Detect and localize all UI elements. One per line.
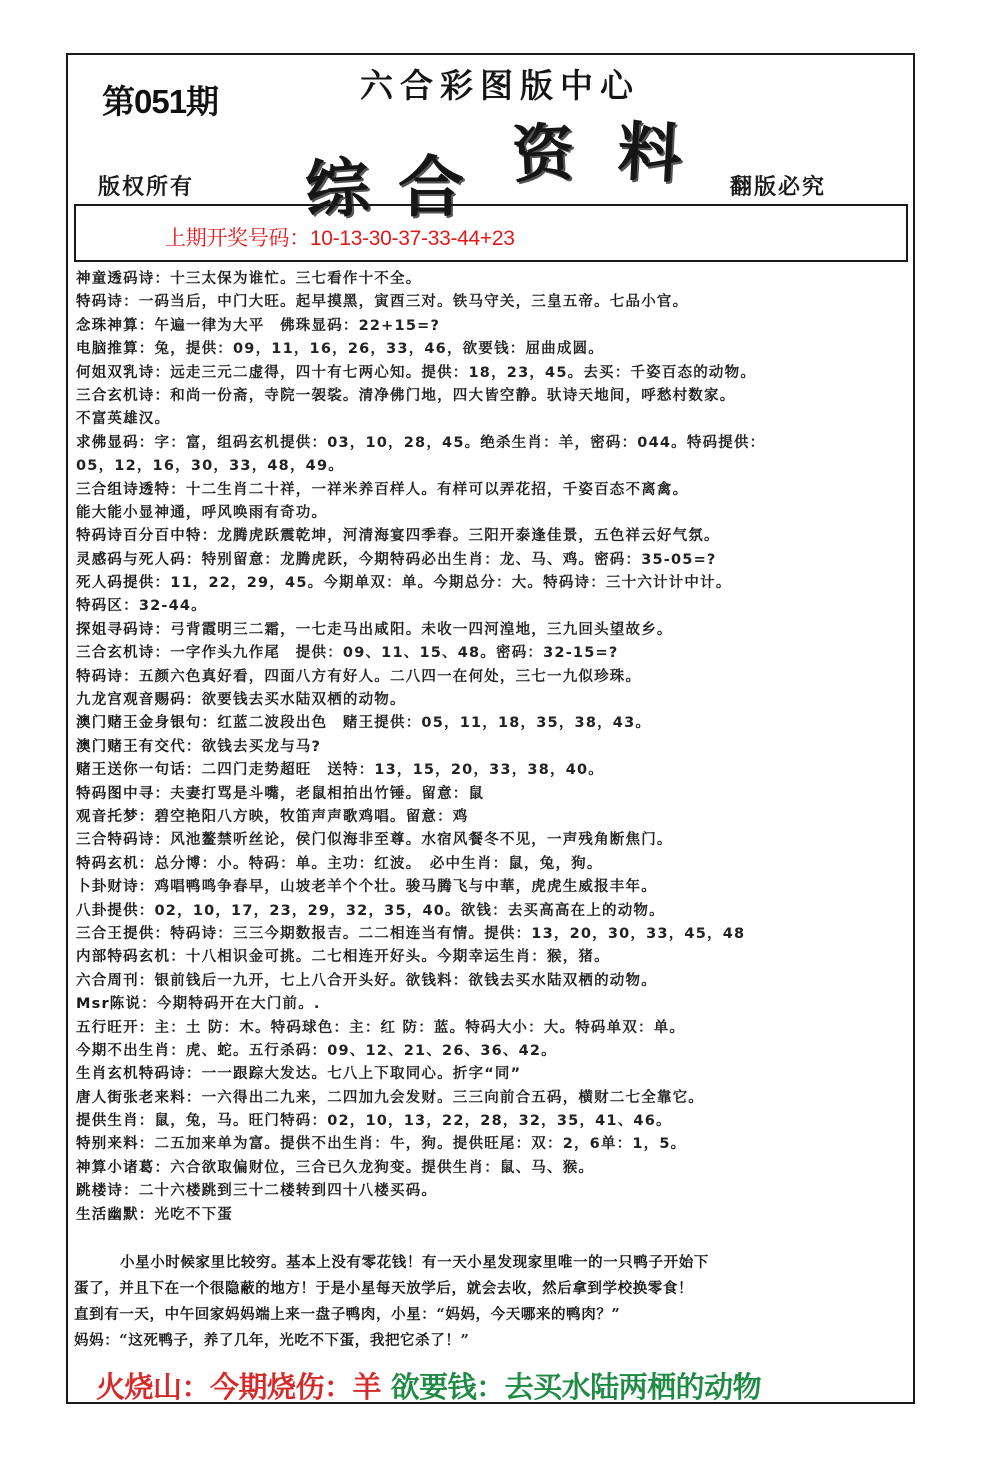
info-line bbox=[76, 1133, 911, 1156]
line-label: 三合玄机诗： bbox=[76, 387, 171, 404]
line-value: 总分博：小。特码：单。主功：红波。 必中生肖：鼠，兔，狗。 bbox=[154, 855, 603, 872]
story-paragraph-line: 小星小时候家里比较穷。基本上没有零花钱！有一天小星发现家里唯一的一只鸭子开始下 bbox=[120, 1254, 709, 1271]
line-value: 特码诗：三三今期数报吉。二二相连当有情。提供：13，20，30，33，45，48 bbox=[170, 925, 746, 942]
line-label: 三合玄机诗： bbox=[76, 645, 171, 662]
last-draw-numbers: 上期开奖号码：10-13-30-37-33-44+23 bbox=[165, 227, 515, 250]
line-label: 探姐寻码诗： bbox=[76, 621, 171, 638]
info-line bbox=[76, 900, 911, 923]
line-value: 风池鳌禁听丝论，侯门似海非至尊。水宿风餐冬不见，一声残角断焦门。 bbox=[170, 832, 673, 849]
line-value: 能大能小显神通，呼风唤雨有奇功。 bbox=[76, 504, 328, 521]
info-line bbox=[76, 853, 911, 876]
info-line bbox=[76, 455, 911, 478]
info-line bbox=[76, 642, 911, 665]
info-line bbox=[76, 1063, 911, 1086]
line-label: 九龙宫观音赐码： bbox=[76, 692, 202, 709]
info-lines bbox=[76, 268, 911, 1227]
line-value: 十三太保为谁忙。三七看作十不全。 bbox=[170, 271, 422, 287]
info-line bbox=[76, 1087, 911, 1110]
line-value: 32-44。 bbox=[138, 598, 207, 615]
line-label: 内部特码玄机： bbox=[76, 949, 186, 966]
line-value: 二四门走势超旺 送特：13，15，20，33，38，40。 bbox=[201, 762, 604, 779]
line-label: 电脑推算： bbox=[76, 341, 155, 358]
line-label: 生活幽默： bbox=[76, 1206, 155, 1223]
info-line bbox=[76, 619, 911, 642]
main-title-char: 合 bbox=[398, 148, 464, 226]
line-value: 光吃不下蛋 bbox=[154, 1206, 233, 1223]
line-label: 特码图中寻： bbox=[76, 785, 171, 802]
line-value: 十八相识金可挑。二七相连开好头。今期幸运生肖：猴，猪。 bbox=[185, 949, 610, 966]
line-value: 红蓝二波段出色 赌王提供：05，11，18，35，38，43。 bbox=[217, 715, 652, 732]
line-value: 二五加来单为富。提供不出生肖：牛，狗。提供旺尾：双：2，6单：1，5。 bbox=[154, 1136, 687, 1153]
line-value: 弓背霞明三二霜，一七走马出咸阳。未收一四河湟地，三九回头望故乡。 bbox=[170, 621, 673, 638]
info-line bbox=[76, 829, 911, 852]
info-line bbox=[76, 759, 911, 782]
line-label: 观音托梦： bbox=[76, 808, 155, 825]
line-value: 欲要钱去买水陆双栖的动物。 bbox=[201, 692, 406, 709]
main-title-char: 资 bbox=[510, 115, 577, 192]
line-label: 念珠神算： bbox=[76, 317, 155, 334]
line-label: 卜卦财诗： bbox=[76, 879, 155, 896]
line-label: 跳楼诗： bbox=[76, 1183, 139, 1200]
piracy-notice: 翻版必究 bbox=[730, 174, 827, 200]
line-label: 特码诗百分百中特： bbox=[76, 528, 218, 545]
info-line bbox=[76, 1017, 911, 1040]
line-value: 十二生肖二十祥，一祥米养百样人。有样可以弄花招，千姿百态不离禽。 bbox=[185, 481, 689, 498]
info-line bbox=[76, 736, 911, 759]
info-line bbox=[76, 783, 911, 806]
story-paragraph-line: 直到有一天，中午回家妈妈端上来一盘子鸭肉，小星：“妈妈，今天哪来的鸭肉？” bbox=[74, 1306, 621, 1323]
info-line bbox=[76, 993, 911, 1016]
info-line bbox=[76, 338, 911, 361]
line-value: 远走三元二虚得，四十有七两心知。提供：18，23，45。去买：千姿百态的动物。 bbox=[170, 364, 757, 381]
story-paragraph-line: 蛋了，并且下在一个很隐蔽的地方！于是小星每天放学后，就会去收，然后拿到学校换零食！ bbox=[74, 1280, 694, 1297]
line-value: 一码当后，中门大旺。起早摸黑，寅酉三对。铁马守关，三皇五帝。七品小官。 bbox=[138, 294, 689, 311]
line-value: 龙腾虎跃震乾坤，河清海宴四季春。三阳开泰逢佳景，五色祥云好气氛。 bbox=[217, 528, 720, 545]
info-line bbox=[76, 970, 911, 993]
info-line bbox=[76, 385, 911, 408]
banner-green-text: 欲要钱：去买水陆两栖的动物 bbox=[390, 1370, 762, 1404]
line-label: 五行旺开： bbox=[76, 1019, 155, 1036]
info-line bbox=[76, 1110, 911, 1133]
line-value: 虎、蛇。五行杀码：09、12、21、26、36、42。 bbox=[185, 1042, 557, 1059]
line-label: 提供生肖： bbox=[76, 1113, 155, 1130]
info-line bbox=[76, 1180, 911, 1203]
humor-story bbox=[74, 1250, 904, 1354]
info-line bbox=[76, 1204, 911, 1227]
line-label: 特码玄机： bbox=[76, 855, 155, 872]
line-label: 八卦提供： bbox=[76, 902, 155, 919]
line-label: 澳门赌王有交代： bbox=[76, 738, 202, 755]
line-value: 鼠，兔，马。旺门特码：02，10，13，22，28，32，35，41、46。 bbox=[154, 1113, 672, 1130]
main-title-char: 综 bbox=[302, 149, 372, 230]
info-line bbox=[76, 549, 911, 572]
line-label: 三合组诗透特： bbox=[76, 481, 186, 498]
line-label: 三合王提供： bbox=[76, 925, 171, 942]
line-value: 主：土 防：木。特码球色：主：红 防：蓝。特码大小：大。特码单双：单。 bbox=[154, 1019, 686, 1036]
line-label: 神算小诸葛： bbox=[76, 1159, 171, 1176]
issue-number: 第051期 bbox=[102, 83, 219, 120]
info-line bbox=[76, 806, 911, 829]
publisher-title: 六合彩图版中心 bbox=[360, 66, 640, 105]
info-line bbox=[76, 572, 911, 595]
line-value: 一字作头九作尾 提供：09、11、15、48。密码：32-15=? bbox=[170, 645, 619, 662]
copyright-notice: 版权所有 bbox=[98, 174, 195, 200]
line-label: 特码诗： bbox=[76, 294, 139, 311]
info-line bbox=[76, 315, 911, 338]
info-line bbox=[76, 268, 911, 291]
line-label: Msr陈说： bbox=[76, 996, 157, 1013]
info-line bbox=[76, 923, 911, 946]
line-label: 生肖玄机特码诗： bbox=[76, 1066, 202, 1083]
line-label: 求佛显码： bbox=[76, 434, 155, 451]
info-line bbox=[76, 1040, 911, 1063]
line-value: 鸡唱鸭鸣争春早，山坡老羊个个壮。骏马腾飞与中華，虎虎生威报丰年。 bbox=[154, 879, 657, 896]
info-line bbox=[76, 291, 911, 314]
line-label: 六合周刊： bbox=[76, 972, 155, 989]
info-line bbox=[76, 712, 911, 735]
info-line bbox=[76, 432, 911, 455]
line-value: 字：富，组码玄机提供：03，10，28，45。绝杀生肖：羊，密码：044。特码提供： bbox=[154, 434, 766, 451]
info-line bbox=[76, 666, 911, 689]
line-value: 02，10，17，23，29，32，35，40。欲钱：去买高高在上的动物。 bbox=[154, 902, 665, 919]
line-label: 特码诗： bbox=[76, 668, 139, 685]
line-value: 午遍一律为大平 佛珠显码：22+15=? bbox=[154, 317, 441, 334]
info-line bbox=[76, 362, 911, 385]
line-label: 唐人街张老来料： bbox=[76, 1089, 202, 1106]
line-value: 银前钱后一九开，七上八合开头好。欲钱料：欲钱去买水陆双栖的动物。 bbox=[154, 972, 657, 989]
info-line bbox=[76, 1157, 911, 1180]
banner-red-text: 火烧山：今期烧伤：羊 bbox=[96, 1370, 382, 1404]
line-value: 二十六楼跳到三十二楼转到四十八楼买码。 bbox=[138, 1183, 438, 1200]
line-label: 赌王送你一句话： bbox=[76, 762, 202, 779]
line-label: 三合特码诗： bbox=[76, 832, 171, 849]
info-line bbox=[76, 502, 911, 525]
bottom-banner bbox=[96, 1365, 761, 1406]
line-value: 欲钱去买龙与马? bbox=[201, 738, 322, 755]
line-value: 05，12，16，30，33，48，49。 bbox=[76, 458, 344, 475]
line-value: 五颜六色真好看，四面八方有好人。二八四一在何处，三七一九似珍珠。 bbox=[138, 668, 642, 685]
line-value: 六合欲取偏财位，三合已久龙狗变。提供生肖：鼠、马、猴。 bbox=[170, 1159, 595, 1176]
line-label: 特码区： bbox=[76, 598, 139, 615]
line-label: 今期不出生肖： bbox=[76, 1042, 186, 1059]
line-label: 神童透码诗： bbox=[76, 271, 171, 287]
line-label: 灵感码与死人码： bbox=[76, 551, 202, 568]
line-value: 不富英雄汉。 bbox=[76, 411, 171, 428]
line-value: 和尚一份斋，寺院一袈裟。清净佛门地，四大皆空静。驮诗天地间，呼愁村数家。 bbox=[170, 387, 736, 404]
info-line bbox=[76, 408, 911, 431]
line-label: 澳门赌王金身银句： bbox=[76, 715, 218, 732]
story-paragraph-line: 妈妈：“这死鸭子，养了几年，光吃不下蛋，我把它杀了！” bbox=[74, 1332, 470, 1349]
line-value: 夫妻打骂是斗嘴，老鼠相拍出竹锤。留意：鼠 bbox=[170, 785, 485, 802]
main-title-char: 料 bbox=[615, 114, 684, 193]
line-label: 特别来料： bbox=[76, 1136, 155, 1153]
line-label: 死人码提供： bbox=[76, 575, 171, 592]
line-value: 今期特码开在大门前。. bbox=[156, 996, 321, 1013]
line-value: 兔，提供：09，11，16，26，33，46，欲要钱：屈曲成圆。 bbox=[154, 341, 604, 358]
info-line bbox=[76, 595, 911, 618]
info-line bbox=[76, 876, 911, 899]
line-value: 一六得出二九来，二四加九会发财。三三向前合五码，横财二七全靠它。 bbox=[201, 1089, 705, 1106]
line-value: 碧空艳阳八方映，牧笛声声歌鸡唱。留意：鸡 bbox=[154, 808, 469, 825]
line-value: 11，22，29，45。今期单双：单。今期总分：大。特码诗：三十六计计中计。 bbox=[170, 575, 732, 592]
info-line bbox=[76, 946, 911, 969]
line-value: 一一跟踪大发达。七八上下取同心。折字“同” bbox=[201, 1066, 522, 1083]
info-line bbox=[76, 525, 911, 548]
info-line bbox=[76, 689, 911, 712]
info-line bbox=[76, 479, 911, 502]
line-value: 特别留意：龙腾虎跃，今期特码必出生肖：龙、马、鸡。密码：35-05=? bbox=[201, 551, 717, 568]
line-label: 何姐双乳诗： bbox=[76, 364, 171, 381]
